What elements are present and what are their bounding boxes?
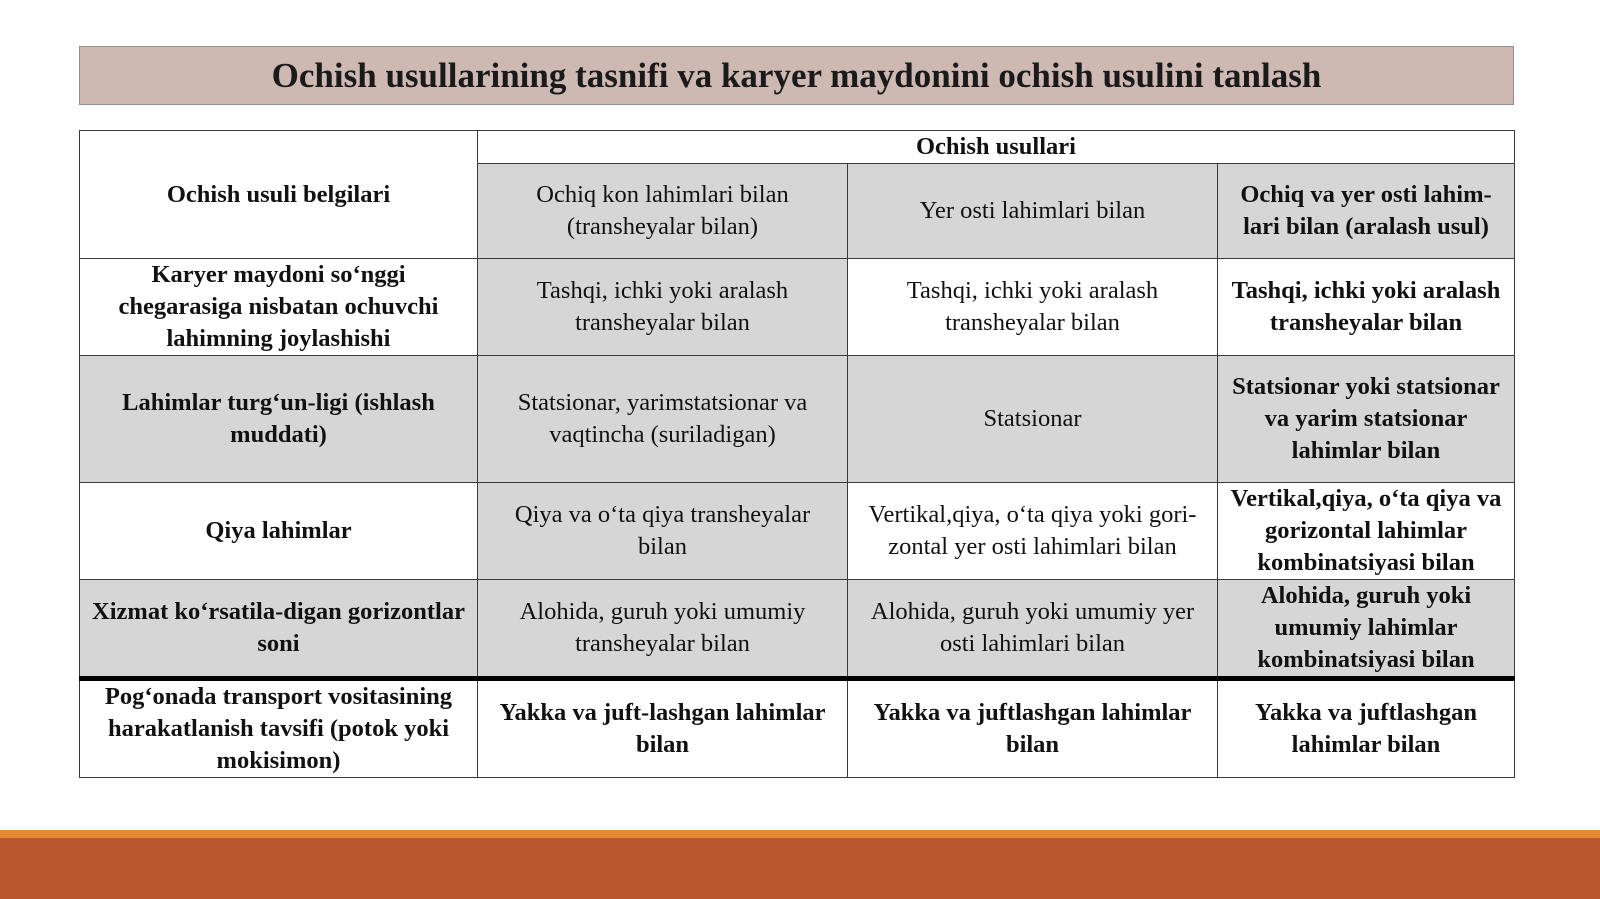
footer-band — [0, 838, 1600, 899]
row-label: Xizmat ko‘rsatila-digan gorizontlar soni — [80, 580, 478, 679]
table-cell: Vertikal,qiya, o‘ta qiya va gorizontal lahimlar kombinatsiyasi bilan — [1218, 483, 1515, 580]
table-row — [80, 679, 1515, 778]
table-cell: Yakka va juftlashgan lahimlar bilan — [1218, 679, 1515, 778]
table-row — [80, 483, 1515, 580]
slide-title-banner — [79, 46, 1514, 105]
column-header-mixed: Ochiq va yer osti lahim-lari bilan (aralash usul) — [1218, 164, 1515, 259]
table-cell: Qiya va o‘ta qiya transheyalar bilan — [478, 483, 848, 580]
column-header-underground: Yer osti lahimlari bilan — [848, 164, 1218, 259]
table-cell: Alohida, guruh yoki umumiy yer osti lahimlari bilan — [848, 580, 1218, 679]
row-header-label: Ochish usuli belgilari — [80, 131, 478, 259]
group-header: Ochish usullari — [478, 131, 1515, 164]
table-cell: Tashqi, ichki yoki aralash transheyalar bilan — [848, 259, 1218, 356]
table-cell: Yakka va juft-lashgan lahimlar bilan — [478, 679, 848, 778]
row-label: Karyer maydoni so‘nggi chegarasiga nisbatan ochuvchi lahimning joylashishi — [80, 259, 478, 356]
table-cell: Tashqi, ichki yoki aralash transheyalar bilan — [478, 259, 848, 356]
table-cell: Vertikal,qiya, o‘ta qiya yoki gori-zontal yer osti lahimlari bilan — [848, 483, 1218, 580]
table-cell: Alohida, guruh yoki umumiy transheyalar bilan — [478, 580, 848, 679]
row-label: Lahimlar turg‘un-ligi (ishlash muddati) — [80, 356, 478, 483]
slide-title: Ochish usullarining tasnifi va karyer maydonini ochish usulini tanlash — [271, 55, 1322, 95]
table-cell: Statsionar yoki statsionar va yarim statsionar lahimlar bilan — [1218, 356, 1515, 483]
table-row — [80, 580, 1515, 679]
table-cell: Alohida, guruh yoki umumiy lahimlar kombinatsiyasi bilan — [1218, 580, 1515, 679]
table-cell: Yakka va juftlashgan lahimlar bilan — [848, 679, 1218, 778]
table-cell: Statsionar — [848, 356, 1218, 483]
table-row — [80, 259, 1515, 356]
table-cell: Tashqi, ichki yoki aralash transheyalar bilan — [1218, 259, 1515, 356]
row-label: Qiya lahimlar — [80, 483, 478, 580]
table-row — [80, 356, 1515, 483]
column-header-open-pit: Ochiq kon lahimlari bilan (transheyalar bilan) — [478, 164, 848, 259]
classification-table — [79, 130, 1515, 778]
row-label: Pog‘onada transport vositasining harakatlanish tavsifi (potok yoki mokisimon) — [80, 679, 478, 778]
footer-accent-line — [0, 830, 1600, 838]
table-cell: Statsionar, yarimstatsionar va vaqtincha (suriladigan) — [478, 356, 848, 483]
